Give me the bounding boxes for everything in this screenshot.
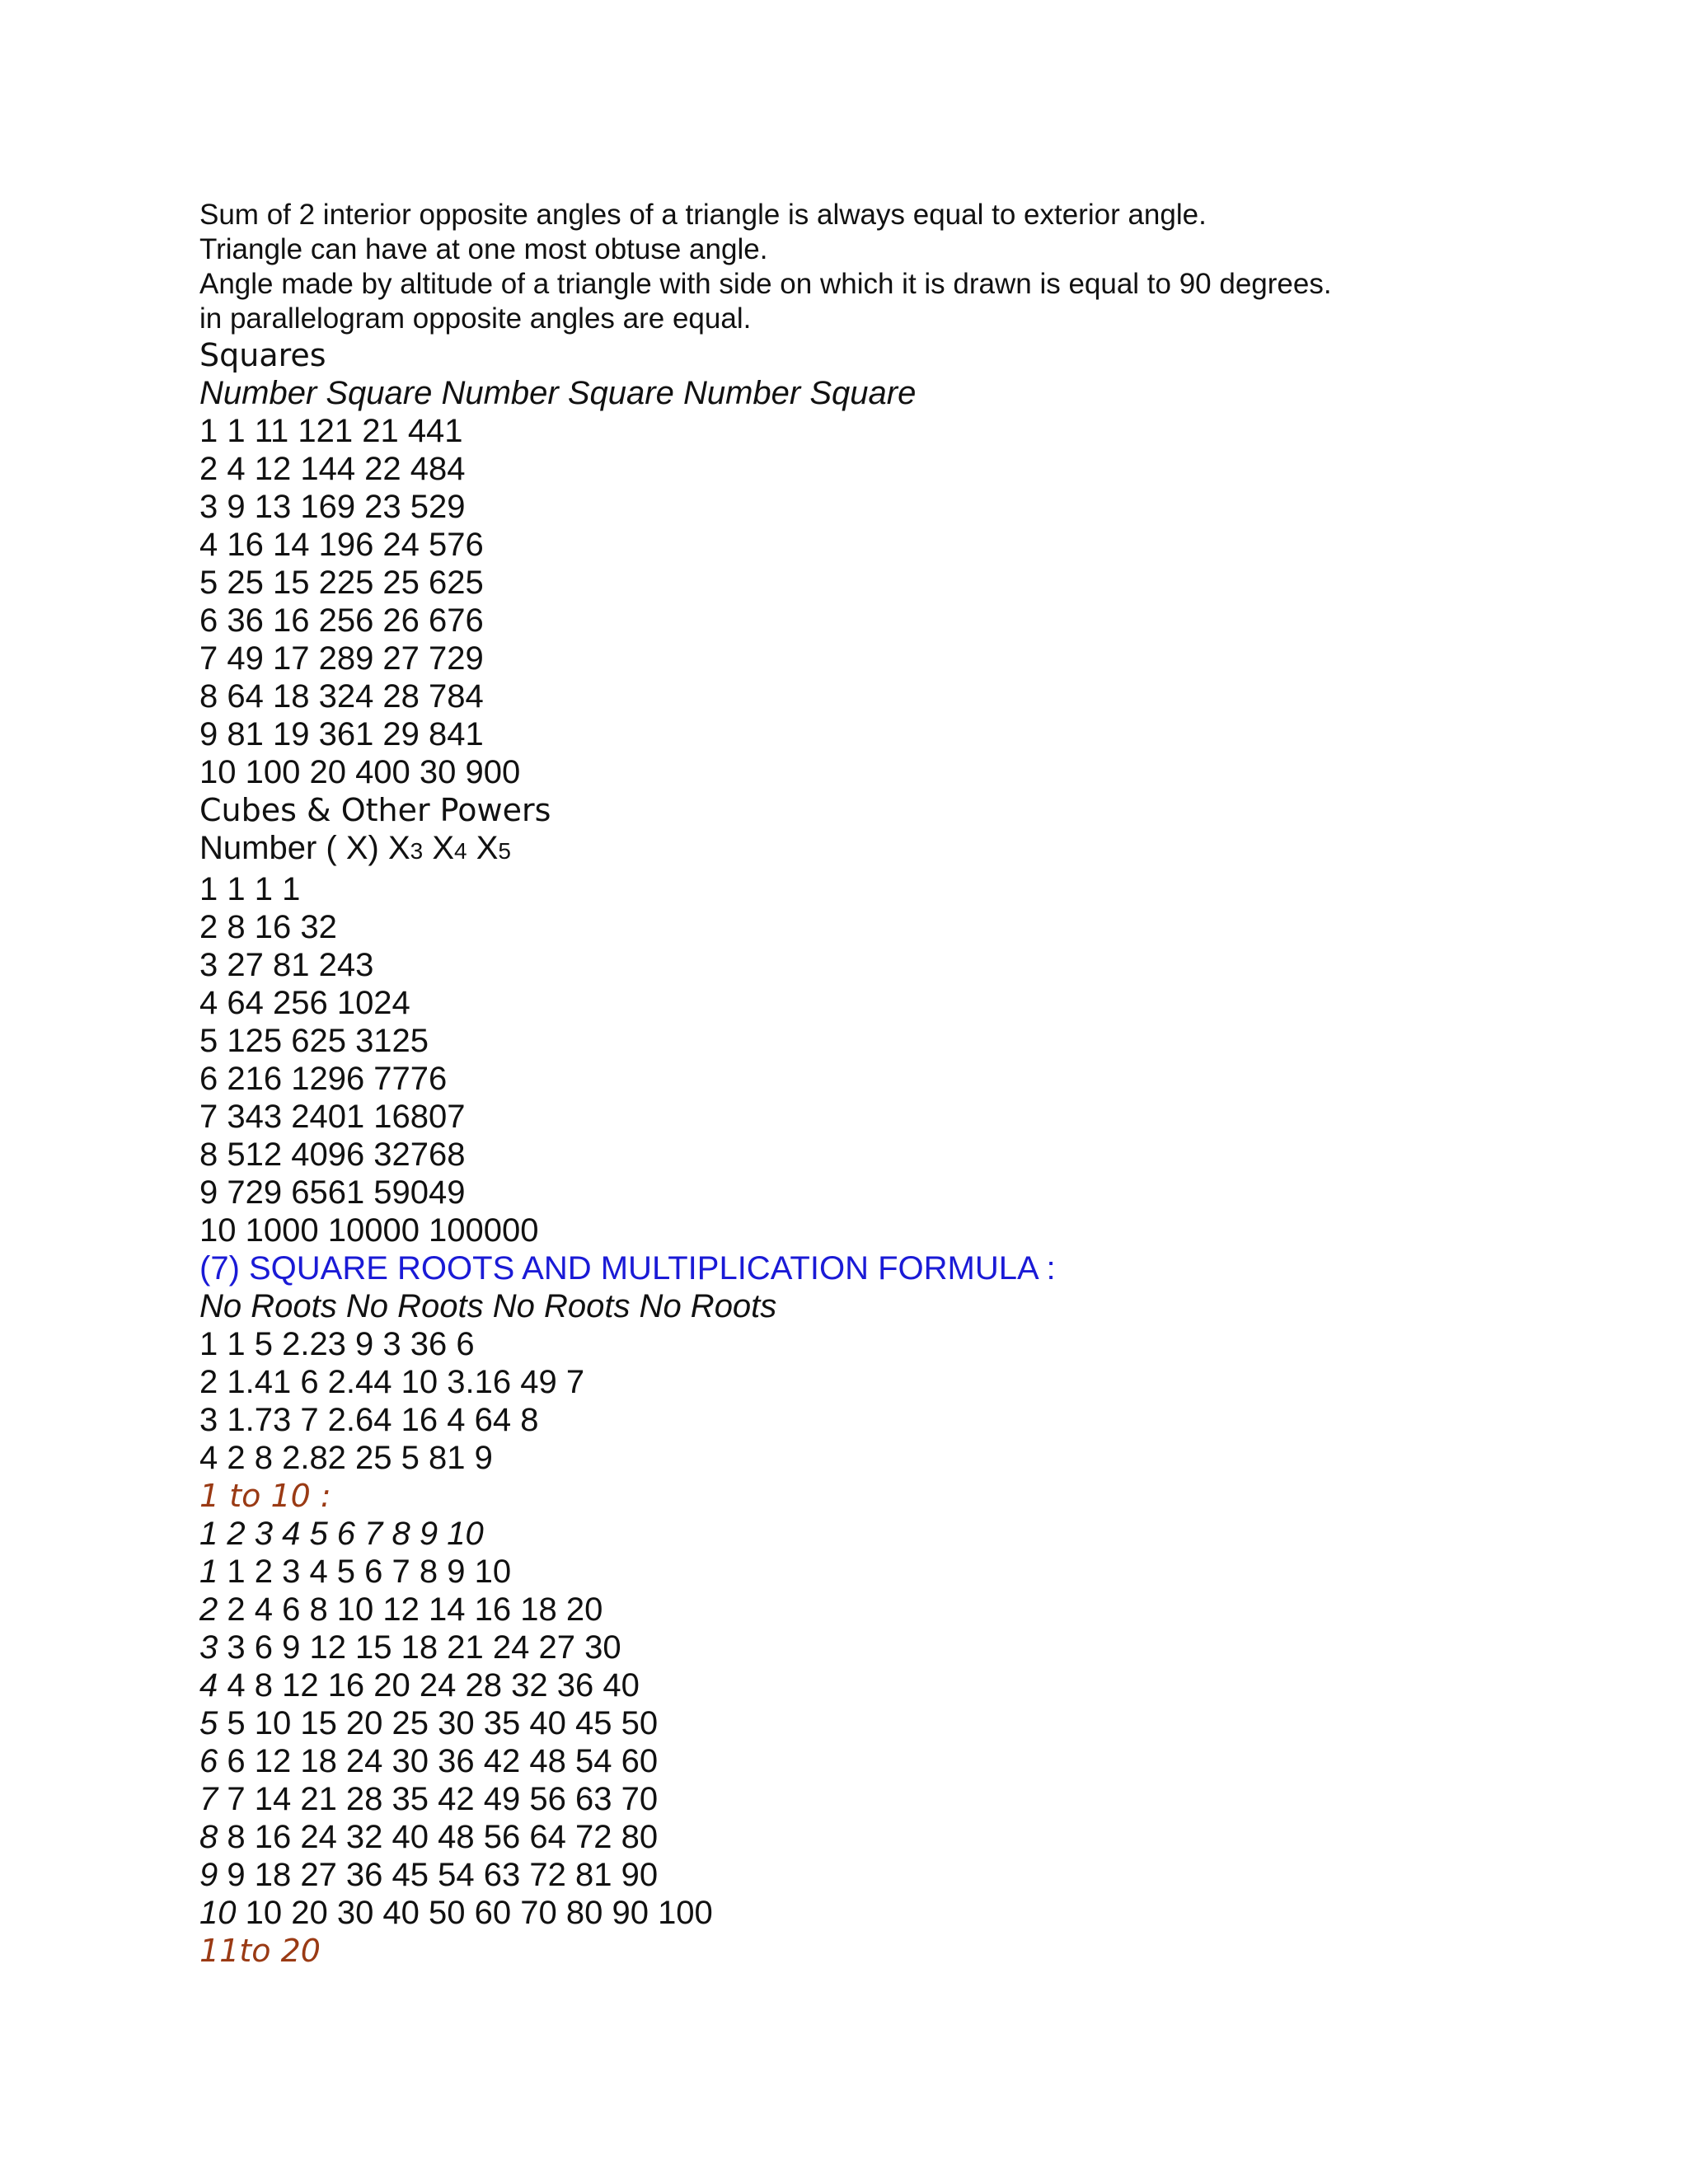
- multiplication-row-values: 2 4 6 8 10 12 14 16 18 20: [218, 1591, 603, 1628]
- squares-row: 6 36 16 256 26 676: [199, 602, 484, 639]
- multiplication-row-values: 3 6 9 12 15 18 21 24 27 30: [218, 1629, 621, 1666]
- squares-row: 7 49 17 289 27 729: [199, 640, 484, 677]
- document-content: [199, 198, 1518, 1970]
- multiplication-row: [199, 1818, 1518, 1856]
- multiplication-row-values: 5 10 15 20 25 30 35 40 45 50: [218, 1705, 659, 1741]
- intro-line: Triangle can have at one most obtuse angle.: [199, 233, 768, 265]
- cubes-row: 3 27 81 243: [199, 947, 374, 983]
- multiplication-row: [199, 1780, 1518, 1818]
- roots-row: 2 1.41 6 2.44 10 3.16 49 7: [199, 1364, 585, 1400]
- squares-row: 9 81 19 361 29 841: [199, 716, 484, 752]
- roots-title: (7) SQUARE ROOTS AND MULTIPLICATION FORMULA :: [199, 1250, 1056, 1286]
- next-section-title: 11to 20: [199, 1933, 321, 1969]
- multiplication-row: [199, 1704, 1518, 1742]
- squares-row: 3 9 13 169 23 529: [199, 489, 466, 525]
- multiplication-row: [199, 1666, 1518, 1704]
- multiplication-row-label: 5: [199, 1705, 218, 1741]
- multiplication-row-label: 8: [199, 1819, 218, 1855]
- multiplication-row: [199, 1742, 1518, 1780]
- multiplication-row-values: 7 14 21 28 35 42 49 56 63 70: [218, 1781, 659, 1817]
- cubes-row: 9 729 6561 59049: [199, 1174, 466, 1211]
- cubes-row: 7 343 2401 16807: [199, 1099, 466, 1135]
- multiplication-header: 1 2 3 4 5 6 7 8 9 10: [199, 1516, 484, 1552]
- multiplication-row: [199, 1591, 1518, 1629]
- cubes-header-exp4: 4: [454, 838, 467, 864]
- cubes-row: 10 1000 10000 100000: [199, 1212, 539, 1249]
- cubes-header-x3: X: [387, 830, 410, 866]
- multiplication-row-values: 1 2 3 4 5 6 7 8 9 10: [218, 1554, 512, 1590]
- multiplication-row-values: 9 18 27 36 45 54 63 72 81 90: [218, 1857, 659, 1893]
- squares-row: 10 100 20 400 30 900: [199, 754, 521, 790]
- multiplication-row-label: 3: [199, 1629, 218, 1666]
- roots-row: 4 2 8 2.82 25 5 81 9: [199, 1440, 493, 1476]
- cubes-row: 5 125 625 3125: [199, 1023, 429, 1059]
- cubes-title: Cubes & Other Powers: [199, 792, 551, 828]
- cubes-row: 1 1 1 1: [199, 871, 301, 907]
- multiplication-row-label: 7: [199, 1781, 218, 1817]
- multiplication-row: [199, 1629, 1518, 1666]
- multiplication-row: [199, 1553, 1518, 1591]
- cubes-row: 8 512 4096 32768: [199, 1137, 466, 1173]
- cubes-header: [199, 829, 1518, 870]
- squares-row: 4 16 14 196 24 576: [199, 527, 484, 563]
- squares-title: Squares: [199, 337, 326, 373]
- roots-row: 3 1.73 7 2.64 16 4 64 8: [199, 1402, 539, 1438]
- intro-line: in parallelogram opposite angles are equal.: [199, 302, 752, 335]
- cubes-row: 4 64 256 1024: [199, 985, 410, 1021]
- cubes-header-exp5: 5: [498, 838, 511, 864]
- multiplication-row: [199, 1856, 1518, 1894]
- roots-row: 1 1 5 2.23 9 3 36 6: [199, 1326, 475, 1362]
- squares-row: 5 25 15 225 25 625: [199, 565, 484, 601]
- squares-header: Number Square Number Square Number Square: [199, 375, 917, 411]
- cubes-header-exp3: 3: [410, 838, 424, 864]
- multiplication-row-label: 1: [199, 1554, 218, 1590]
- cubes-row: 2 8 16 32: [199, 909, 337, 945]
- multiplication-row-values: 10 20 30 40 50 60 70 80 90 100: [236, 1895, 713, 1931]
- multiplication-row-values: 8 16 24 32 40 48 56 64 72 80: [218, 1819, 659, 1855]
- multiplication-row-label: 2: [199, 1591, 218, 1628]
- multiplication-row-label: 4: [199, 1667, 218, 1704]
- roots-header: No Roots No Roots No Roots No Roots: [199, 1288, 777, 1324]
- squares-row: 2 4 12 144 22 484: [199, 451, 466, 487]
- multiplication-row-values: 6 12 18 24 30 36 42 48 54 60: [218, 1743, 659, 1779]
- cubes-row: 6 216 1296 7776: [199, 1061, 448, 1097]
- multiplication-row: [199, 1894, 1518, 1932]
- multiplication-title: 1 to 10 :: [199, 1478, 331, 1514]
- multiplication-row-label: 9: [199, 1857, 218, 1893]
- multiplication-row-values: 4 8 12 16 20 24 28 32 36 40: [218, 1667, 640, 1704]
- multiplication-row-label: 6: [199, 1743, 218, 1779]
- intro-line: Sum of 2 interior opposite angles of a triangle is always equal to exterior angle.: [199, 199, 1207, 231]
- cubes-header-prefix: Number ( X): [199, 830, 388, 866]
- intro-line: Angle made by altitude of a triangle with side on which it is drawn is equal to 90 degrees.: [199, 268, 1332, 300]
- multiplication-row-label: 10: [199, 1895, 237, 1931]
- cubes-header-x5: X: [476, 830, 499, 866]
- squares-row: 8 64 18 324 28 784: [199, 678, 484, 715]
- squares-row: 1 1 11 121 21 441: [199, 413, 463, 449]
- cubes-header-x4: X: [432, 830, 455, 866]
